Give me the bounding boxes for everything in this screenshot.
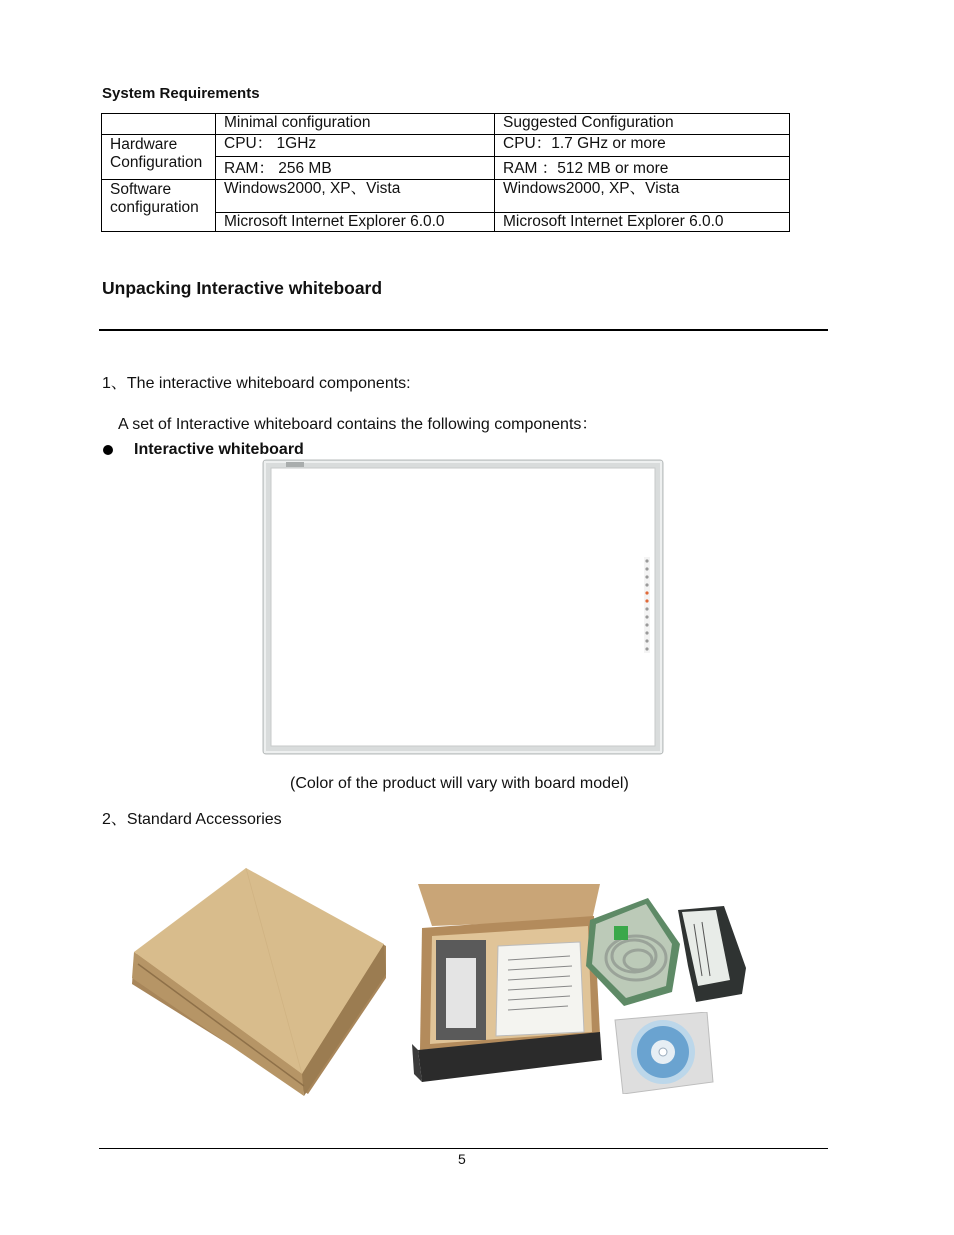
closed-box-image <box>128 866 390 1098</box>
hardware-cpu-minimal: CPU： 1GHz <box>216 135 495 157</box>
table-header-row <box>102 114 790 135</box>
accessories-heading: 2、Standard Accessories <box>102 811 282 828</box>
pen-bag-image <box>672 906 750 1002</box>
cd-image <box>613 1012 715 1094</box>
hardware-label-cell: Hardware Configuration <box>102 135 216 180</box>
bullet-icon <box>103 445 113 455</box>
components-intro: A set of Interactive whiteboard contains the following components： <box>118 416 598 433</box>
bullet-whiteboard-label: Interactive whiteboard <box>134 441 304 458</box>
hardware-ram-suggested: RAM ：512 MB or more <box>495 157 790 180</box>
open-box-image <box>412 884 604 1082</box>
software-label-cell: Software configuration <box>102 180 216 232</box>
table-row <box>102 180 790 213</box>
section-divider <box>99 329 828 331</box>
page-number: 5 <box>458 1151 466 1167</box>
footer-divider <box>99 1148 828 1149</box>
components-heading: 1、The interactive whiteboard components: <box>102 375 411 392</box>
unpacking-section-title: Unpacking Interactive whiteboard <box>102 278 383 298</box>
header-blank-cell <box>102 114 216 135</box>
hardware-ram-minimal: RAM： 256 MB <box>216 157 495 180</box>
table-row <box>102 135 790 157</box>
software-os-suggested: Windows2000, XP、Vista <box>495 180 790 213</box>
whiteboard-image <box>262 459 664 755</box>
system-requirements-table <box>101 113 790 232</box>
software-ie-minimal: Microsoft Internet Explorer 6.0.0 <box>216 213 495 232</box>
software-os-minimal: Windows2000, XP、Vista <box>216 180 495 213</box>
header-suggested-cell: Suggested Configuration <box>495 114 790 135</box>
software-ie-suggested: Microsoft Internet Explorer 6.0.0 <box>495 213 790 232</box>
header-minimal-cell: Minimal configuration <box>216 114 495 135</box>
hardware-cpu-suggested: CPU：1.7 GHz or more <box>495 135 790 157</box>
system-requirements-title: System Requirements <box>102 85 260 102</box>
whiteboard-caption: (Color of the product will vary with board model) <box>290 775 629 792</box>
